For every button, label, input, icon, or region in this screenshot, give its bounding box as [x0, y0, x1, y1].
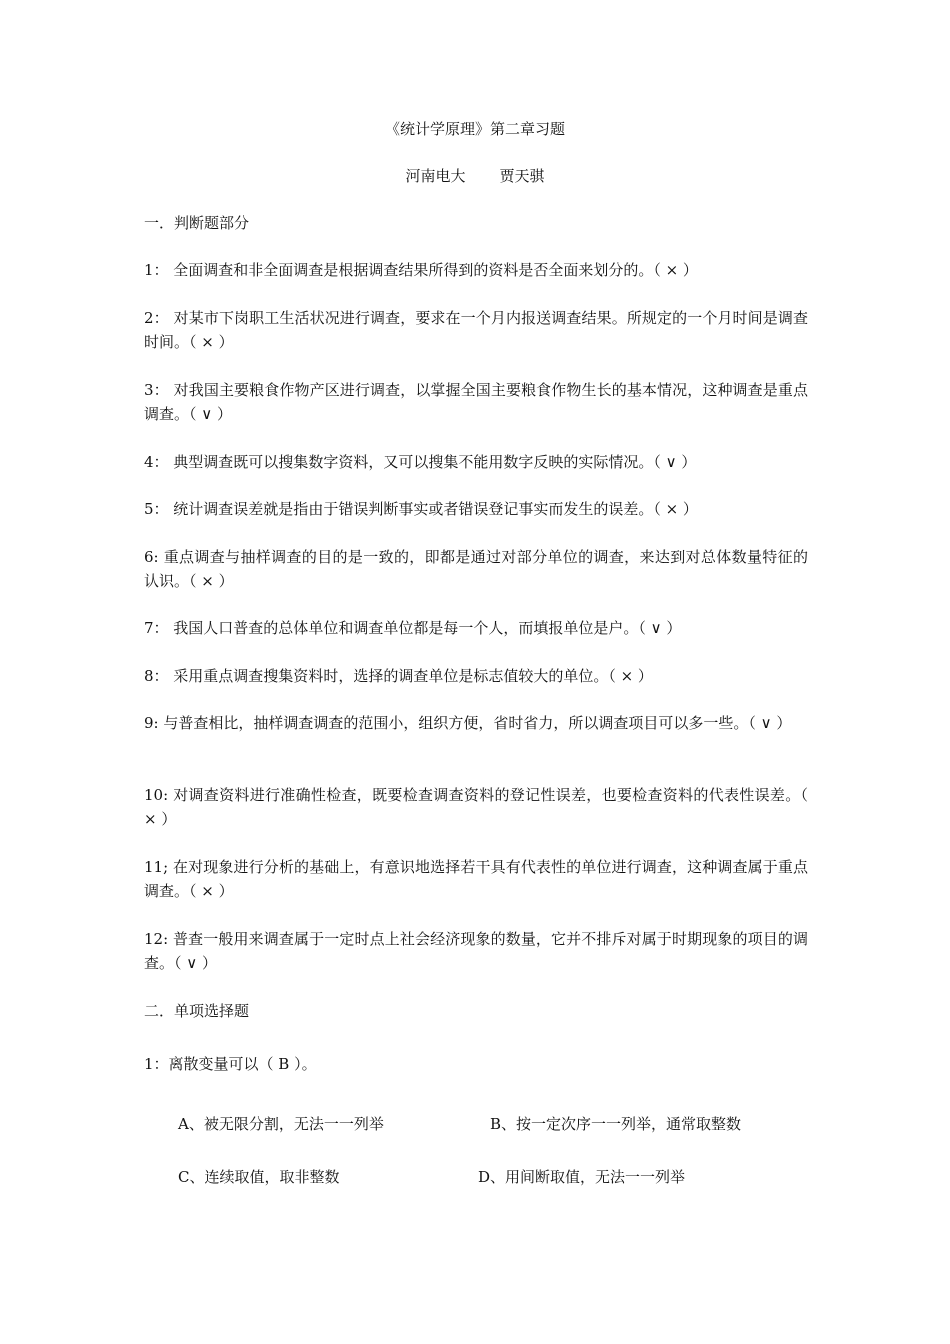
page-title: 《统计学原理》第二章习题	[384, 120, 565, 138]
judgment-item-10: 10: 对调查资料进行准确性检查，既要检查调查资料的登记性误差，也要检查资料的代表性误差。（ × ）	[144, 786, 808, 828]
section-heading-single-choice: 二．单项选择题	[144, 1002, 250, 1020]
judgment-item-5: 5： 统计调查误差就是指由于错误判断事实或者错误登记事实而发生的误差。（ × ）	[144, 500, 698, 518]
option-d: D、用间断取值，无法一一列举	[478, 1168, 686, 1186]
option-c: C、连续取值，取非整数	[178, 1168, 340, 1186]
judgment-item-2: 2： 对某市下岗职工生活状况进行调查，要求在一个月内报送调查结果。所规定的一个月时间是调查时间。（ × ）	[144, 309, 808, 351]
author-org: 河南电大	[405, 167, 466, 185]
judgment-item-1: 1： 全面调查和非全面调查是根据调查结果所得到的资料是否全面来划分的。（ × ）	[144, 261, 698, 279]
judgment-item-12: 12: 普查一般用来调查属于一定时点上社会经济现象的数量，它并不排斥对属于时期现象的项目的调查。（ ∨ ）	[144, 930, 808, 972]
option-b: B、按一定次序一一列举，通常取整数	[490, 1115, 742, 1133]
author-name: 贾天骐	[499, 167, 545, 185]
choice-question-1: 1：离散变量可以（ B ）。	[144, 1055, 317, 1073]
section-heading-judgment: 一．判断题部分	[144, 214, 250, 232]
judgment-item-4: 4： 典型调查既可以搜集数字资料，又可以搜集不能用数字反映的实际情况。（ ∨ ）	[144, 453, 697, 471]
judgment-item-8: 8： 采用重点调查搜集资料时，选择的调查单位是标志值较大的单位。（ × ）	[144, 667, 653, 685]
judgment-item-3: 3： 对我国主要粮食作物产区进行调查，以掌握全国主要粮食作物生长的基本情况，这种调查是重点调查。（ ∨ ）	[144, 381, 808, 423]
judgment-item-9: 9: 与普查相比，抽样调查调查的范围小，组织方便，省时省力，所以调查项目可以多一些。（ ∨ ）	[144, 714, 792, 732]
judgment-item-6: 6: 重点调查与抽样调查的目的是一致的，即都是通过对部分单位的调查，来达到对总体数量特征的认识。（ × ）	[144, 548, 808, 590]
option-a: A、被无限分割，无法一一列举	[178, 1115, 384, 1133]
judgment-item-11: 11; 在对现象进行分析的基础上，有意识地选择若干具有代表性的单位进行调查，这种调查属于重点调查。（ × ）	[144, 858, 808, 900]
author-line	[0, 164, 950, 188]
judgment-item-7: 7： 我国人口普查的总体单位和调查单位都是每一个人，而填报单位是户。（ ∨ ）	[144, 619, 682, 637]
